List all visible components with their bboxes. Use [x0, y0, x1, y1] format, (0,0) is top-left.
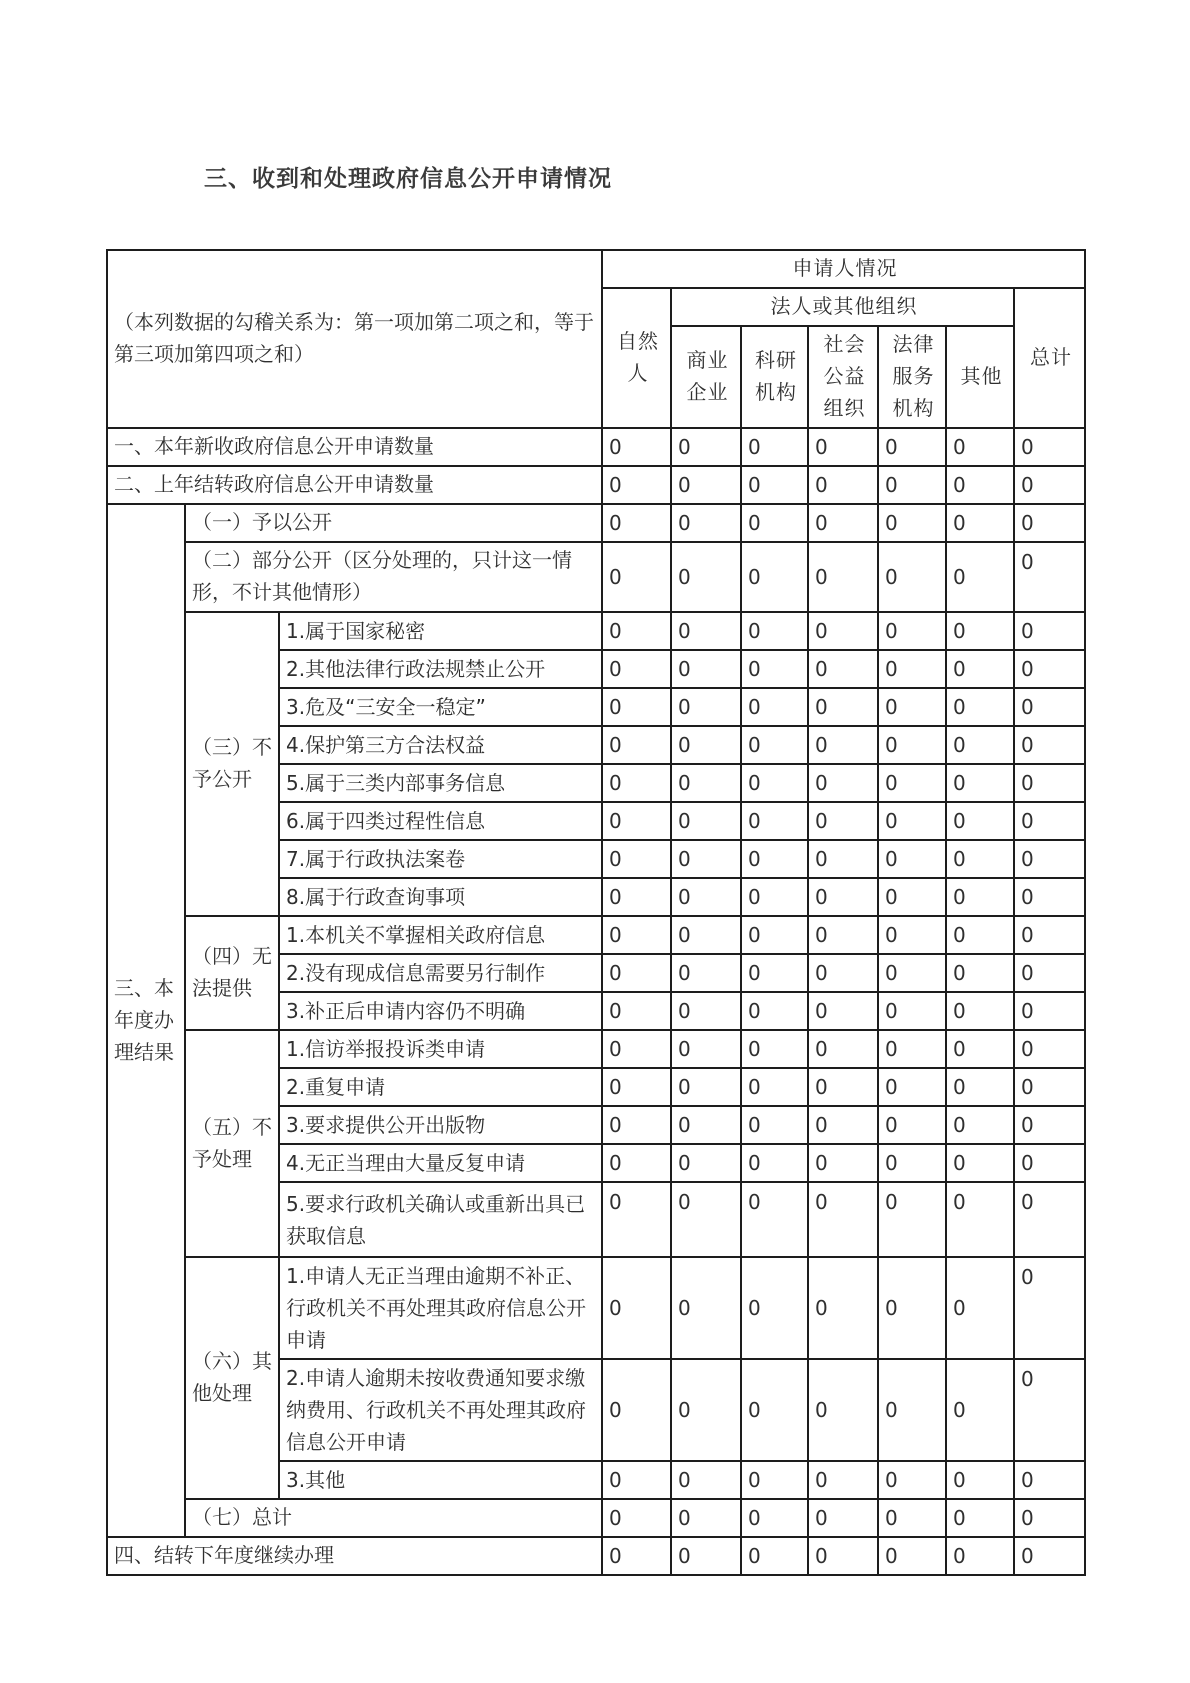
- value-cell: 0: [741, 764, 808, 802]
- value-cell: 0: [741, 1144, 808, 1182]
- value-cell: 0: [878, 1257, 946, 1359]
- value-cell: 0: [671, 428, 741, 466]
- value-cell: 0: [671, 1461, 741, 1499]
- value-cell: 0: [1014, 1106, 1085, 1144]
- table-row: [107, 504, 1085, 542]
- value-cell: 0: [808, 1359, 878, 1461]
- row-label: 2.其他法律行政法规禁止公开: [279, 650, 602, 688]
- value-cell: 0: [946, 1068, 1014, 1106]
- table-header: [107, 250, 1085, 428]
- value-cell: 0: [946, 992, 1014, 1030]
- value-cell: 0: [946, 1359, 1014, 1461]
- value-cell: 0: [946, 1257, 1014, 1359]
- value-cell: 0: [741, 878, 808, 916]
- value-cell: 0: [878, 1537, 946, 1575]
- value-cell: 0: [741, 1461, 808, 1499]
- value-cell: 0: [808, 1030, 878, 1068]
- value-cell: 0: [808, 504, 878, 542]
- report-table: [106, 249, 1086, 1576]
- row-label: 2.申请人逾期未按收费通知要求缴纳费用、行政机关不再处理其政府信息公开申请: [279, 1359, 602, 1461]
- value-cell: 0: [878, 726, 946, 764]
- column-header-total: 总计: [1014, 288, 1085, 428]
- value-cell: 0: [741, 1106, 808, 1144]
- table-row: [107, 1537, 1085, 1575]
- value-cell: 0: [878, 992, 946, 1030]
- value-cell: 0: [602, 1144, 671, 1182]
- row-label: 三、本年度办理结果: [107, 504, 185, 1537]
- row-label: （六）其他处理: [185, 1257, 279, 1499]
- row-label: 3.补正后申请内容仍不明确: [279, 992, 602, 1030]
- value-cell: 0: [1014, 466, 1085, 504]
- value-cell: 0: [741, 1257, 808, 1359]
- value-cell: 0: [878, 878, 946, 916]
- value-cell: 0: [878, 1499, 946, 1537]
- value-cell: 0: [671, 650, 741, 688]
- corner-note: （本列数据的勾稽关系为：第一项加第二项之和，等于第三项加第四项之和）: [107, 250, 602, 428]
- value-cell: 0: [808, 650, 878, 688]
- value-cell: 0: [741, 688, 808, 726]
- value-cell: 0: [602, 802, 671, 840]
- value-cell: 0: [671, 688, 741, 726]
- value-cell: 0: [741, 650, 808, 688]
- value-cell: 0: [671, 878, 741, 916]
- value-cell: 0: [671, 504, 741, 542]
- value-cell: 0: [602, 1068, 671, 1106]
- column-header-commercial: 商业企业: [671, 326, 741, 428]
- value-cell: 0: [671, 802, 741, 840]
- value-cell: 0: [602, 1359, 671, 1461]
- value-cell: 0: [808, 916, 878, 954]
- value-cell: 0: [671, 954, 741, 992]
- row-label: 2.重复申请: [279, 1068, 602, 1106]
- value-cell: 0: [946, 1182, 1014, 1257]
- table-row: [107, 1030, 1085, 1068]
- value-cell: 0: [671, 992, 741, 1030]
- value-cell: 0: [1014, 504, 1085, 542]
- column-header-other: 其他: [946, 326, 1014, 428]
- value-cell: 0: [946, 650, 1014, 688]
- row-label: 1.本机关不掌握相关政府信息: [279, 916, 602, 954]
- value-cell: 0: [1014, 764, 1085, 802]
- value-cell: 0: [808, 992, 878, 1030]
- row-label: 1.申请人无正当理由逾期不补正、行政机关不再处理其政府信息公开申请: [279, 1257, 602, 1359]
- value-cell: 0: [1014, 726, 1085, 764]
- value-cell: 0: [946, 504, 1014, 542]
- value-cell: 0: [808, 1537, 878, 1575]
- value-cell: 0: [878, 542, 946, 612]
- value-cell: 0: [602, 916, 671, 954]
- value-cell: 0: [741, 1030, 808, 1068]
- value-cell: 0: [1014, 542, 1085, 612]
- value-cell: 0: [808, 1144, 878, 1182]
- value-cell: 0: [808, 428, 878, 466]
- column-header-legal-service: 法律服务机构: [878, 326, 946, 428]
- value-cell: 0: [1014, 650, 1085, 688]
- value-cell: 0: [1014, 878, 1085, 916]
- value-cell: 0: [946, 1030, 1014, 1068]
- value-cell: 0: [602, 504, 671, 542]
- value-cell: 0: [878, 954, 946, 992]
- value-cell: 0: [946, 764, 1014, 802]
- value-cell: 0: [671, 466, 741, 504]
- value-cell: 0: [671, 1106, 741, 1144]
- value-cell: 0: [741, 954, 808, 992]
- value-cell: 0: [878, 1461, 946, 1499]
- row-label: 2.没有现成信息需要另行制作: [279, 954, 602, 992]
- value-cell: 0: [671, 1068, 741, 1106]
- value-cell: 0: [741, 840, 808, 878]
- row-label: （四）无法提供: [185, 916, 279, 1030]
- row-label: （七）总计: [185, 1499, 602, 1537]
- value-cell: 0: [1014, 1537, 1085, 1575]
- value-cell: 0: [671, 916, 741, 954]
- value-cell: 0: [1014, 992, 1085, 1030]
- value-cell: 0: [808, 726, 878, 764]
- row-label: 四、结转下年度继续办理: [107, 1537, 602, 1575]
- row-label: 4.无正当理由大量反复申请: [279, 1144, 602, 1182]
- value-cell: 0: [878, 1359, 946, 1461]
- value-cell: 0: [946, 1106, 1014, 1144]
- row-label: 3.其他: [279, 1461, 602, 1499]
- value-cell: 0: [1014, 1068, 1085, 1106]
- value-cell: 0: [1014, 954, 1085, 992]
- value-cell: 0: [808, 764, 878, 802]
- value-cell: 0: [741, 1182, 808, 1257]
- page-title: 三、收到和处理政府信息公开申请情况: [204, 166, 612, 191]
- value-cell: 0: [1014, 1499, 1085, 1537]
- value-cell: 0: [602, 1257, 671, 1359]
- value-cell: 0: [946, 726, 1014, 764]
- value-cell: 0: [808, 542, 878, 612]
- value-cell: 0: [671, 764, 741, 802]
- value-cell: 0: [602, 466, 671, 504]
- column-header-natural-person: 自然人: [602, 288, 671, 428]
- value-cell: 0: [946, 802, 1014, 840]
- value-cell: 0: [946, 612, 1014, 650]
- row-label: 7.属于行政执法案卷: [279, 840, 602, 878]
- value-cell: 0: [946, 916, 1014, 954]
- row-label: （五）不予处理: [185, 1030, 279, 1257]
- row-label: （二）部分公开（区分处理的，只计这一情形，不计其他情形）: [185, 542, 602, 612]
- value-cell: 0: [946, 840, 1014, 878]
- row-label: 4.保护第三方合法权益: [279, 726, 602, 764]
- value-cell: 0: [602, 650, 671, 688]
- value-cell: 0: [808, 840, 878, 878]
- value-cell: 0: [602, 764, 671, 802]
- value-cell: 0: [1014, 688, 1085, 726]
- value-cell: 0: [808, 1461, 878, 1499]
- value-cell: 0: [602, 726, 671, 764]
- row-label: 1.信访举报投诉类申请: [279, 1030, 602, 1068]
- value-cell: 0: [946, 428, 1014, 466]
- value-cell: 0: [946, 542, 1014, 612]
- value-cell: 0: [741, 916, 808, 954]
- value-cell: 0: [602, 954, 671, 992]
- value-cell: 0: [602, 1182, 671, 1257]
- value-cell: 0: [878, 764, 946, 802]
- value-cell: 0: [741, 504, 808, 542]
- value-cell: 0: [671, 1144, 741, 1182]
- value-cell: 0: [808, 802, 878, 840]
- row-label: 3.危及“三安全一稳定”: [279, 688, 602, 726]
- value-cell: 0: [878, 1068, 946, 1106]
- header-row-1: [107, 250, 1085, 288]
- value-cell: 0: [808, 1182, 878, 1257]
- column-header-research: 科研机构: [741, 326, 808, 428]
- value-cell: 0: [878, 1030, 946, 1068]
- value-cell: 0: [741, 992, 808, 1030]
- row-label: 1.属于国家秘密: [279, 612, 602, 650]
- value-cell: 0: [878, 840, 946, 878]
- value-cell: 0: [1014, 1182, 1085, 1257]
- value-cell: 0: [741, 1499, 808, 1537]
- value-cell: 0: [602, 428, 671, 466]
- value-cell: 0: [808, 1499, 878, 1537]
- column-group-applicant: 申请人情况: [602, 250, 1085, 288]
- value-cell: 0: [602, 992, 671, 1030]
- value-cell: 0: [671, 1030, 741, 1068]
- table-row: [107, 1257, 1085, 1359]
- value-cell: 0: [946, 1537, 1014, 1575]
- value-cell: 0: [1014, 840, 1085, 878]
- value-cell: 0: [946, 466, 1014, 504]
- value-cell: 0: [946, 1144, 1014, 1182]
- value-cell: 0: [946, 1499, 1014, 1537]
- table-row: [107, 612, 1085, 650]
- row-label: 8.属于行政查询事项: [279, 878, 602, 916]
- value-cell: 0: [602, 840, 671, 878]
- value-cell: 0: [808, 466, 878, 504]
- value-cell: 0: [1014, 1257, 1085, 1359]
- value-cell: 0: [808, 1257, 878, 1359]
- value-cell: 0: [1014, 612, 1085, 650]
- table-row: [107, 542, 1085, 612]
- value-cell: 0: [602, 1499, 671, 1537]
- value-cell: 0: [671, 1537, 741, 1575]
- value-cell: 0: [602, 1461, 671, 1499]
- value-cell: 0: [878, 612, 946, 650]
- value-cell: 0: [878, 916, 946, 954]
- value-cell: 0: [878, 1106, 946, 1144]
- value-cell: 0: [671, 726, 741, 764]
- value-cell: 0: [741, 542, 808, 612]
- value-cell: 0: [878, 428, 946, 466]
- value-cell: 0: [741, 1359, 808, 1461]
- value-cell: 0: [808, 1068, 878, 1106]
- column-group-legal-entity: 法人或其他组织: [671, 288, 1014, 326]
- value-cell: 0: [602, 612, 671, 650]
- value-cell: 0: [878, 688, 946, 726]
- row-label: 二、上年结转政府信息公开申请数量: [107, 466, 602, 504]
- row-label: 一、本年新收政府信息公开申请数量: [107, 428, 602, 466]
- value-cell: 0: [671, 1359, 741, 1461]
- value-cell: 0: [946, 1461, 1014, 1499]
- value-cell: 0: [671, 1182, 741, 1257]
- value-cell: 0: [878, 504, 946, 542]
- value-cell: 0: [1014, 802, 1085, 840]
- value-cell: 0: [808, 1106, 878, 1144]
- value-cell: 0: [808, 878, 878, 916]
- value-cell: 0: [741, 1068, 808, 1106]
- value-cell: 0: [878, 1144, 946, 1182]
- row-label: 3.要求提供公开出版物: [279, 1106, 602, 1144]
- value-cell: 0: [741, 428, 808, 466]
- value-cell: 0: [1014, 1461, 1085, 1499]
- value-cell: 0: [808, 954, 878, 992]
- value-cell: 0: [741, 802, 808, 840]
- row-label: （三）不予公开: [185, 612, 279, 916]
- value-cell: 0: [1014, 916, 1085, 954]
- value-cell: 0: [878, 650, 946, 688]
- value-cell: 0: [741, 726, 808, 764]
- value-cell: 0: [602, 878, 671, 916]
- value-cell: 0: [1014, 1359, 1085, 1461]
- row-label: 6.属于四类过程性信息: [279, 802, 602, 840]
- value-cell: 0: [602, 542, 671, 612]
- row-label: 5.要求行政机关确认或重新出具已获取信息: [279, 1182, 602, 1257]
- value-cell: 0: [1014, 1030, 1085, 1068]
- value-cell: 0: [671, 612, 741, 650]
- value-cell: 0: [1014, 1144, 1085, 1182]
- value-cell: 0: [878, 1182, 946, 1257]
- value-cell: 0: [946, 878, 1014, 916]
- value-cell: 0: [741, 612, 808, 650]
- value-cell: 0: [671, 1257, 741, 1359]
- value-cell: 0: [602, 1537, 671, 1575]
- value-cell: 0: [1014, 428, 1085, 466]
- table-row: [107, 428, 1085, 466]
- table-row: [107, 466, 1085, 504]
- value-cell: 0: [808, 688, 878, 726]
- value-cell: 0: [602, 688, 671, 726]
- value-cell: 0: [946, 688, 1014, 726]
- value-cell: 0: [878, 802, 946, 840]
- value-cell: 0: [741, 1537, 808, 1575]
- value-cell: 0: [671, 542, 741, 612]
- row-label: （一）予以公开: [185, 504, 602, 542]
- table-row: [107, 1499, 1085, 1537]
- value-cell: 0: [671, 1499, 741, 1537]
- value-cell: 0: [602, 1030, 671, 1068]
- row-label: 5.属于三类内部事务信息: [279, 764, 602, 802]
- value-cell: 0: [741, 466, 808, 504]
- table-row: [107, 916, 1085, 954]
- value-cell: 0: [808, 612, 878, 650]
- column-header-social-welfare: 社会公益组织: [808, 326, 878, 428]
- value-cell: 0: [671, 840, 741, 878]
- value-cell: 0: [602, 1106, 671, 1144]
- value-cell: 0: [878, 466, 946, 504]
- table-body: [107, 428, 1085, 1575]
- value-cell: 0: [946, 954, 1014, 992]
